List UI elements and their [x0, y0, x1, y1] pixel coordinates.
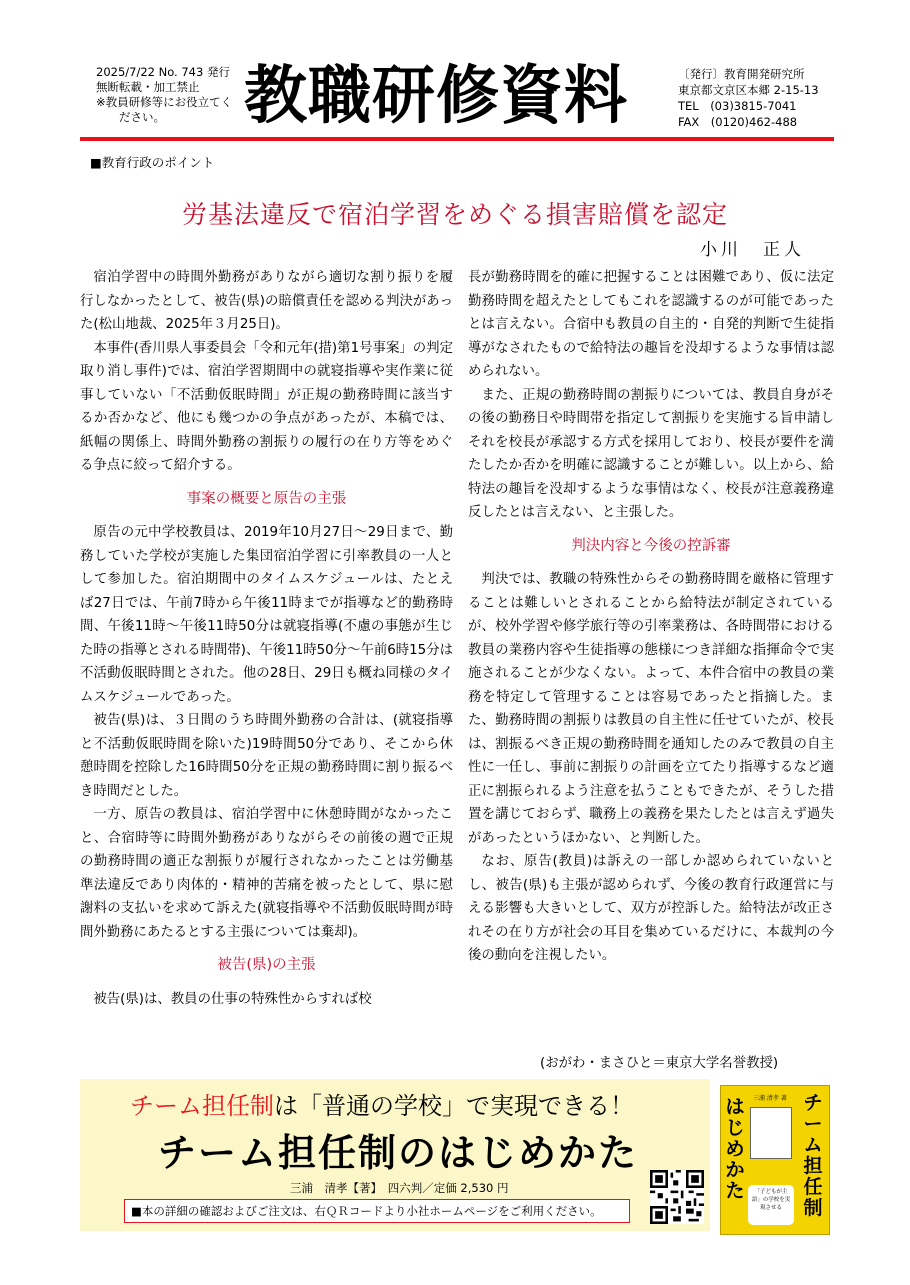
issue-date: 2025/7/22 No. 743 発行	[96, 65, 230, 79]
article-title: 労基法違反で宿泊学習をめぐる損害賠償を認定	[181, 200, 728, 229]
ad-tagline-rest: は「普通の学校」で実現できる！	[274, 1092, 634, 1120]
paragraph: 原告の元中学校教員は、2019年10月27日～29日まで、勤務していた学校が実施した集団宿泊学習に引率教員の一人として参加した。宿泊期間中のタイムスケジュールは、たとえば27日では、午前7時から午後11時までが指導など的勤務時間、午後11時～午後11時50分は就寝指導(不慮の事態が生じた時の指導とされる時間帯)、午後11時50分～午前6時15分は不活動仮眠時間とされた。他の28日、29日も概ね同様のタイムスケジュールであった。	[80, 525, 453, 705]
paragraph: また、正規の勤務時間の割振りについては、教員自身がその後の勤務日や時間帯を指定して割振りを実施する旨申請しそれを校長が承認する方式を採用しており、校長が要件を満たしたか否かを明確に認識することが難しい。以上から、給特法の趣旨を没却するような事情はなく、校長が注意義務違反したとは言えない、と主張した。	[468, 387, 834, 520]
article-column-right	[468, 266, 834, 968]
ad-tagline	[130, 1086, 634, 1121]
book-cover-tagline: 「子どもが主語」の学校を実現させる	[748, 1185, 794, 1225]
article-column-left	[80, 266, 453, 1011]
subheading: 判決内容と今後の控訴審	[571, 537, 731, 554]
section-label: ■教育行政のポイント	[90, 155, 215, 170]
publisher-tel: TEL (03)3815-7041	[678, 99, 797, 113]
publication-title: 教職研修資料	[244, 59, 628, 132]
paragraph: 一方、原告の教員は、宿泊学習中に休憩時間がなかったこと、合宿時等に時間外勤務がありながらその前後の週で正規の勤務時間の適正な割振りが履行されなかったことは労働基準法違反であり肉体的・精神的苦痛を被ったとして、県に慰謝料の支払いを求めて訴えた(就寝指導や不活動仮眠時間が時間外勤務にあたるとする主張については棄却)。	[80, 807, 453, 940]
paragraph: 本事件(香川県人事委員会「令和元年(措)第1号事案」の判定取り消し事件)では、宿泊学習期間中の就寝指導や実作業に従事していない「不活動仮眠時間」が正規の勤務時間に該当するか否かなど、他にも幾つかの争点があったが、本稿では、紙幅の関係上、時間外勤務の割振りの履行の在り方等をめぐる争点に絞って紹介する。	[80, 340, 453, 473]
ad-order-note: ■本の詳細の確認およびご注文は、右ＱＲコードより小社ホームページをご利用ください。	[124, 1199, 630, 1223]
paragraph: 被告(県)は、３日間のうち時間外勤務の合計は、(就寝指導と不活動仮眠時間を除いた)19時間50分であり、そこから休憩時間を控除した16時間50分を正規の勤務時間に割り振るべき時間だとした。	[80, 713, 453, 799]
usage-note: ※教員研修等にお役立てく	[96, 95, 233, 109]
ad-book-title: チーム担任制のはじめかた	[158, 1131, 639, 1175]
header-divider	[80, 137, 834, 141]
publisher-info	[678, 66, 819, 130]
paragraph: 被告(県)は、教員の仕事の特殊性からすれば校	[93, 991, 372, 1007]
subheading: 事案の概要と原告の主張	[186, 490, 347, 507]
publisher-name: 〔発行〕教育開発研究所	[678, 67, 805, 81]
no-reprint-notice: 無断転載・加工禁止	[96, 80, 200, 94]
subheading: 被告(県)の主張	[217, 957, 316, 973]
issue-info	[96, 65, 246, 125]
book-cover-author: 三浦 清孝 著	[753, 1095, 787, 1102]
book-cover-subtitle: はじめかた	[725, 1096, 745, 1202]
paragraph: なお、原告(教員)は訴えの一部しか認められていないとし、被告(県)も主張が認められず、今後の教育行政運営に与える影響も大きいとして、双方が控訴した。給特法が改正されその在り方が社会の耳目を集めているだけに、本裁判の今後の動向を注視したい。	[468, 854, 834, 963]
paragraph: 宿泊学習中の時間外勤務がありながら適切な割り振りを履行しなかったとして、被告(県)の賠償責任を認める判決があった(松山地裁、2025年３月25日)。	[80, 270, 453, 332]
article-author: 小川 正人	[700, 240, 805, 260]
paragraph: 長が勤務時間を的確に把握することは困難であり、仮に法定勤務時間を超えたとしてもこれを認識するのが可能であったとは言えない。合宿中も教員の自主的・自発的判断で生徒指導がなされたもので給特法の趣旨を没却するような事情は認められない。	[468, 270, 834, 379]
ad-tagline-highlight: チーム担任制	[130, 1092, 274, 1120]
ad-book-meta: 三浦 清孝【著】 四六判／定価 2,530 円	[290, 1181, 509, 1195]
house-illustration-icon	[750, 1107, 792, 1159]
paragraph: 判決では、教職の特殊性からその勤務時間を厳格に管理することは難しいとされることから給特法が制定されているが、校外学習や修学旅行等の引率業務は、各時間帯における教員の業務内容や生徒指導の態様につき詳細な指揮命令で実施されることが少なくない。よって、本件合宿中の教員の業務を特定して管理することは容易であったと指摘した。また、勤務時間の割振りは教員の自主性に任せていたが、校長は、割振るべき正規の勤務時間を通知したのみで教員の自主性に一任し、事前に割振りの計画を立てたり指導するなど適正に割振られるよう注意を払うこともできたが、そうした措置を講じておらず、職務上の義務を果たしたとは言えず過失があったというほかない、と判断した。	[468, 572, 834, 846]
publisher-address: 東京都文京区本郷 2-15-13	[678, 83, 819, 97]
book-cover-title: チーム担任制	[803, 1092, 823, 1219]
qr-code-icon[interactable]	[650, 1170, 704, 1224]
usage-note-2: ださい。	[119, 110, 165, 124]
publisher-fax: FAX (0120)462-488	[678, 115, 798, 129]
author-affiliation: (おがわ・まさひと＝東京大学名誉教授)	[540, 1056, 779, 1071]
